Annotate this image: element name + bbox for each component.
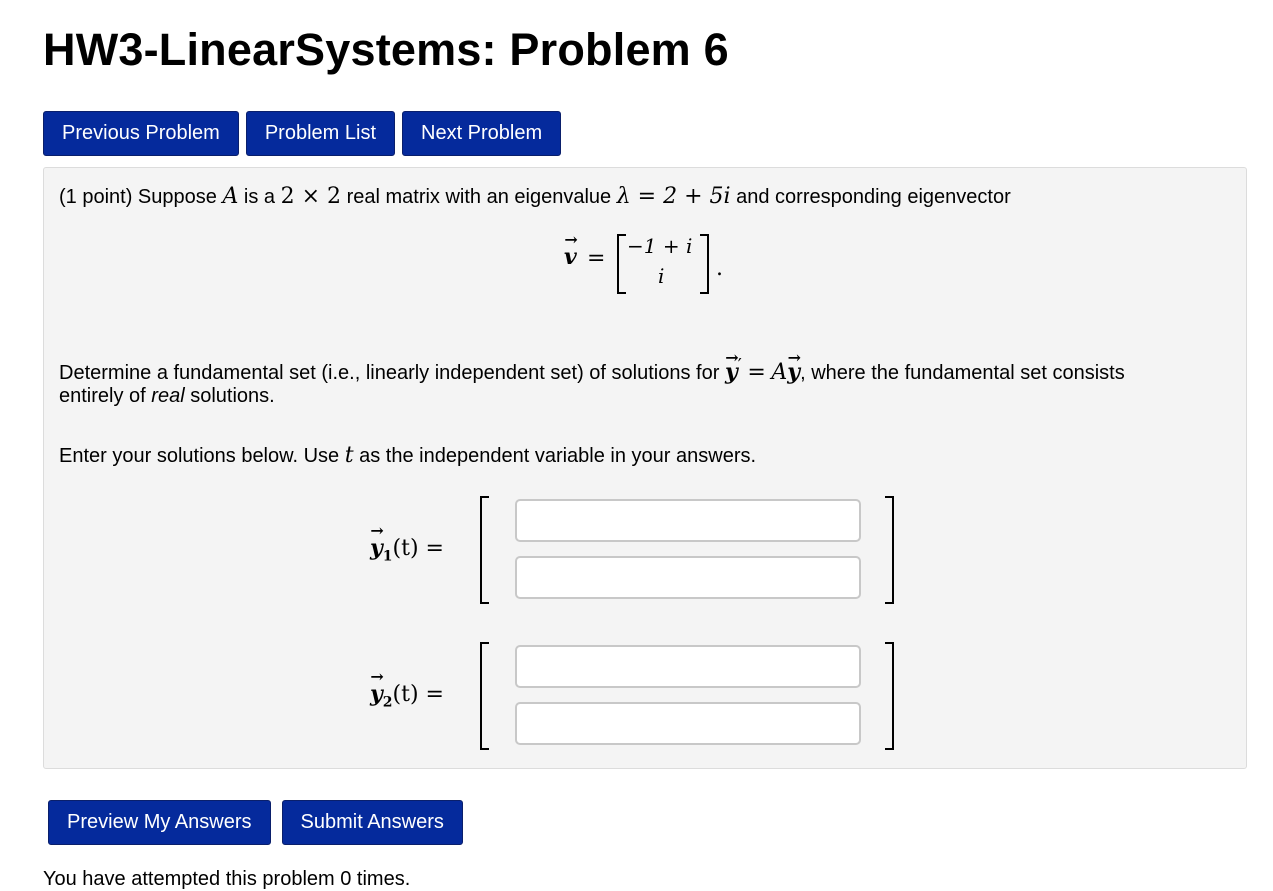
determine-solutions: solutions.	[190, 385, 275, 407]
intro-end: and corresponding eigenvector	[736, 186, 1011, 208]
matrix-symbol: A	[222, 184, 239, 209]
y2-top-input[interactable]	[515, 645, 861, 688]
real-word: real	[151, 385, 185, 407]
previous-problem-button[interactable]: Previous Problem	[43, 111, 239, 156]
y1-subscript: 1	[382, 548, 393, 565]
y1-arg: (t) =	[392, 536, 444, 561]
y1-right-bracket	[885, 496, 894, 604]
eigenvector-display	[561, 228, 761, 298]
preview-answers-button[interactable]: Preview My Answers	[48, 800, 271, 845]
submit-answers-button[interactable]: Submit Answers	[282, 800, 463, 845]
eigenvector-equals: =	[587, 246, 606, 271]
y2-bottom-input[interactable]	[515, 702, 861, 745]
determine-text: Determine a fundamental set (i.e., linearly independent set) of solutions for	[59, 362, 720, 384]
determine-entirely: entirely of	[59, 385, 146, 407]
y2-left-bracket	[480, 642, 489, 750]
ode-y-rhs: → y	[787, 357, 800, 387]
y1-left-bracket	[480, 496, 489, 604]
ode-matrix: A	[771, 360, 788, 385]
eigenvector-top: −1 + i	[627, 234, 693, 258]
problem-nav	[43, 111, 561, 156]
eigenvector-bottom: i	[658, 264, 665, 288]
y2-label	[370, 681, 444, 710]
page-title: HW3-LinearSystems: Problem 6	[43, 24, 729, 75]
y1-label	[370, 535, 444, 564]
determine-line-2	[59, 381, 275, 411]
eigenvector-label: → v	[564, 244, 577, 270]
enter-instructions	[59, 441, 756, 471]
y2-symbol: → y	[370, 681, 383, 707]
answer-actions	[48, 800, 463, 845]
determine-tail: , where the fundamental set consists	[800, 362, 1125, 384]
intro-is: is a	[243, 186, 276, 208]
problem-list-button[interactable]: Problem List	[246, 111, 395, 156]
enter-tail: as the independent variable in your answers.	[359, 445, 757, 467]
points-text: (1 point) Suppose	[59, 186, 217, 208]
y2-subscript: 2	[382, 694, 393, 711]
ode-prime: ′	[737, 355, 742, 376]
var-t: t	[344, 443, 354, 468]
eigenvector-period: .	[716, 256, 723, 281]
eigenvalue: λ = 2 + 5i	[616, 184, 731, 209]
y1-top-input[interactable]	[515, 499, 861, 542]
enter-text: Enter your solutions below. Use	[59, 445, 340, 467]
y2-arg: (t) =	[392, 682, 444, 707]
problem-intro	[59, 182, 1011, 212]
eigenvector-right-bracket	[700, 234, 709, 294]
y2-right-bracket	[885, 642, 894, 750]
attempts-text: You have attempted this problem 0 times.	[43, 868, 411, 890]
matrix-size: 2 × 2	[280, 184, 342, 209]
y1-bottom-input[interactable]	[515, 556, 861, 599]
intro-rest: real matrix with an eigenvalue	[346, 186, 612, 208]
problem-panel	[43, 167, 1247, 769]
ode-equals: =	[747, 360, 766, 385]
next-problem-button[interactable]: Next Problem	[402, 111, 561, 156]
ode-y: → y	[725, 357, 738, 387]
y1-symbol: → y	[370, 535, 383, 561]
eigenvector-left-bracket	[617, 234, 626, 294]
